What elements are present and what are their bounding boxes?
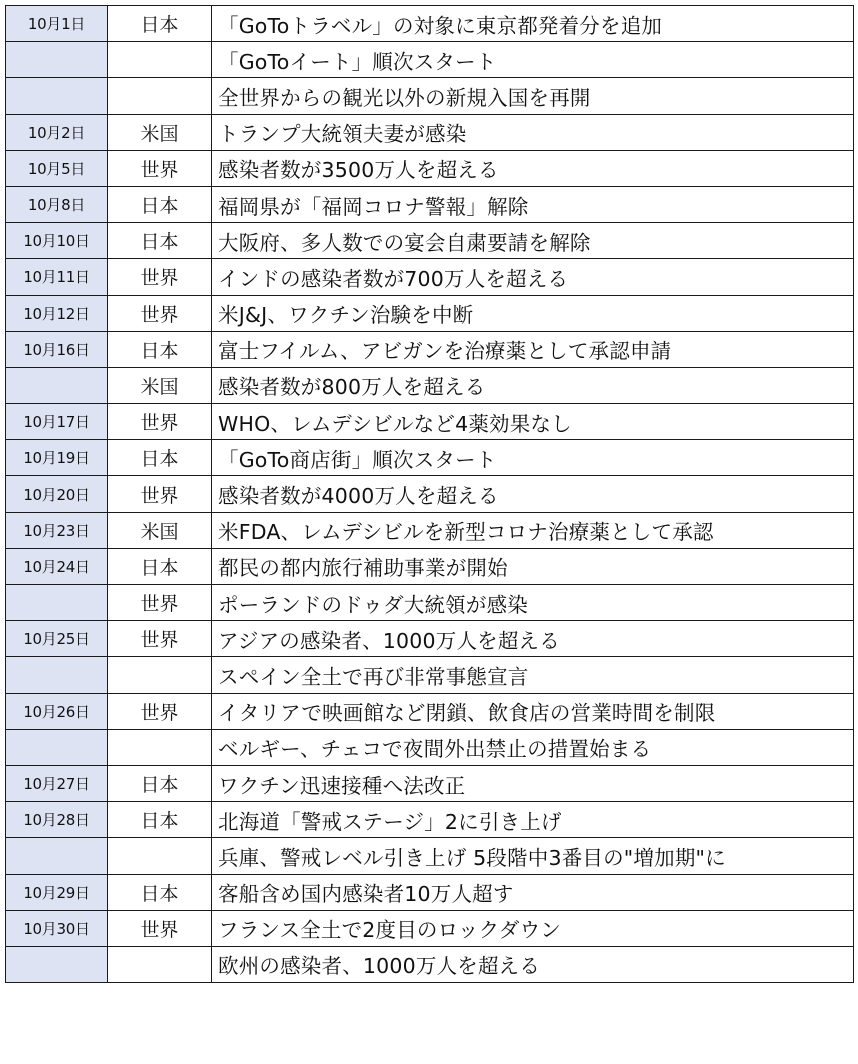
date-cell — [6, 946, 108, 982]
region-cell — [108, 838, 212, 874]
date-cell — [6, 729, 108, 765]
table-row — [6, 6, 854, 42]
event-cell: ベルギー、チェコで夜間外出禁止の措置始まる — [212, 729, 854, 765]
date-cell: 10月16日 — [6, 331, 108, 367]
date-cell: 10月11日 — [6, 259, 108, 295]
date-cell: 10月10日 — [6, 223, 108, 259]
table-row — [6, 114, 854, 150]
table-row — [6, 186, 854, 222]
table-row — [6, 657, 854, 693]
date-cell: 10月26日 — [6, 693, 108, 729]
table-row — [6, 295, 854, 331]
timeline-body — [6, 6, 854, 983]
region-cell — [108, 78, 212, 114]
region-cell — [108, 42, 212, 78]
event-cell: 北海道「警戒ステージ」2に引き上げ — [212, 802, 854, 838]
date-cell: 10月29日 — [6, 874, 108, 910]
date-cell — [6, 838, 108, 874]
region-cell: 日本 — [108, 331, 212, 367]
table-row — [6, 331, 854, 367]
date-cell — [6, 42, 108, 78]
table-row — [6, 150, 854, 186]
region-cell: 日本 — [108, 802, 212, 838]
event-cell: 兵庫、警戒レベル引き上げ 5段階中3番目の"増加期"に — [212, 838, 854, 874]
table-row — [6, 693, 854, 729]
table-row — [6, 259, 854, 295]
table-row — [6, 476, 854, 512]
event-cell: トランプ大統領夫妻が感染 — [212, 114, 854, 150]
date-cell: 10月17日 — [6, 404, 108, 440]
timeline-table — [5, 5, 854, 983]
table-row — [6, 910, 854, 946]
event-cell: 客船含め国内感染者10万人超す — [212, 874, 854, 910]
table-row — [6, 621, 854, 657]
table-row — [6, 729, 854, 765]
date-cell: 10月24日 — [6, 548, 108, 584]
event-cell: 「GoToトラベル」の対象に東京都発着分を追加 — [212, 6, 854, 42]
date-cell — [6, 585, 108, 621]
table-row — [6, 42, 854, 78]
event-cell: スペイン全土で再び非常事態宣言 — [212, 657, 854, 693]
date-cell — [6, 367, 108, 403]
region-cell: 日本 — [108, 223, 212, 259]
region-cell — [108, 729, 212, 765]
region-cell: 世界 — [108, 150, 212, 186]
region-cell: 米国 — [108, 367, 212, 403]
date-cell: 10月20日 — [6, 476, 108, 512]
event-cell: 富士フイルム、アビガンを治療薬として承認申請 — [212, 331, 854, 367]
region-cell: 日本 — [108, 874, 212, 910]
table-row — [6, 548, 854, 584]
event-cell: 福岡県が「福岡コロナ警報」解除 — [212, 186, 854, 222]
event-cell: 都民の都内旅行補助事業が開始 — [212, 548, 854, 584]
region-cell: 米国 — [108, 114, 212, 150]
event-cell: 米J&J、ワクチン治験を中断 — [212, 295, 854, 331]
region-cell: 世界 — [108, 404, 212, 440]
region-cell: 日本 — [108, 440, 212, 476]
region-cell — [108, 657, 212, 693]
region-cell: 世界 — [108, 476, 212, 512]
event-cell: 全世界からの観光以外の新規入国を再開 — [212, 78, 854, 114]
region-cell: 世界 — [108, 693, 212, 729]
region-cell: 日本 — [108, 765, 212, 801]
region-cell: 世界 — [108, 585, 212, 621]
region-cell: 世界 — [108, 621, 212, 657]
table-row — [6, 404, 854, 440]
event-cell: 感染者数が4000万人を超える — [212, 476, 854, 512]
event-cell: 大阪府、多人数での宴会自粛要請を解除 — [212, 223, 854, 259]
event-cell: 「GoToイート」順次スタート — [212, 42, 854, 78]
region-cell: 日本 — [108, 6, 212, 42]
date-cell: 10月27日 — [6, 765, 108, 801]
date-cell — [6, 78, 108, 114]
date-cell: 10月2日 — [6, 114, 108, 150]
event-cell: イタリアで映画館など閉鎖、飲食店の営業時間を制限 — [212, 693, 854, 729]
table-row — [6, 802, 854, 838]
table-row — [6, 512, 854, 548]
date-cell: 10月19日 — [6, 440, 108, 476]
event-cell: アジアの感染者、1000万人を超える — [212, 621, 854, 657]
event-cell: フランス全土で2度目のロックダウン — [212, 910, 854, 946]
region-cell: 日本 — [108, 548, 212, 584]
event-cell: ワクチン迅速接種へ法改正 — [212, 765, 854, 801]
region-cell: 世界 — [108, 910, 212, 946]
region-cell: 米国 — [108, 512, 212, 548]
event-cell: ポーランドのドゥダ大統領が感染 — [212, 585, 854, 621]
event-cell: WHO、レムデシビルなど4薬効果なし — [212, 404, 854, 440]
event-cell: 「GoTo商店街」順次スタート — [212, 440, 854, 476]
table-row — [6, 946, 854, 982]
table-row — [6, 838, 854, 874]
region-cell: 世界 — [108, 259, 212, 295]
region-cell: 日本 — [108, 186, 212, 222]
date-cell: 10月28日 — [6, 802, 108, 838]
date-cell: 10月12日 — [6, 295, 108, 331]
date-cell: 10月23日 — [6, 512, 108, 548]
table-row — [6, 440, 854, 476]
region-cell — [108, 946, 212, 982]
table-row — [6, 585, 854, 621]
date-cell: 10月5日 — [6, 150, 108, 186]
event-cell: 感染者数が3500万人を超える — [212, 150, 854, 186]
date-cell: 10月1日 — [6, 6, 108, 42]
table-row — [6, 367, 854, 403]
date-cell — [6, 657, 108, 693]
event-cell: 欧州の感染者、1000万人を超える — [212, 946, 854, 982]
event-cell: 米FDA、レムデシビルを新型コロナ治療薬として承認 — [212, 512, 854, 548]
event-cell: 感染者数が800万人を超える — [212, 367, 854, 403]
region-cell: 世界 — [108, 295, 212, 331]
date-cell: 10月30日 — [6, 910, 108, 946]
event-cell: インドの感染者数が700万人を超える — [212, 259, 854, 295]
table-row — [6, 223, 854, 259]
table-row — [6, 78, 854, 114]
table-row — [6, 765, 854, 801]
date-cell: 10月8日 — [6, 186, 108, 222]
date-cell: 10月25日 — [6, 621, 108, 657]
table-row — [6, 874, 854, 910]
